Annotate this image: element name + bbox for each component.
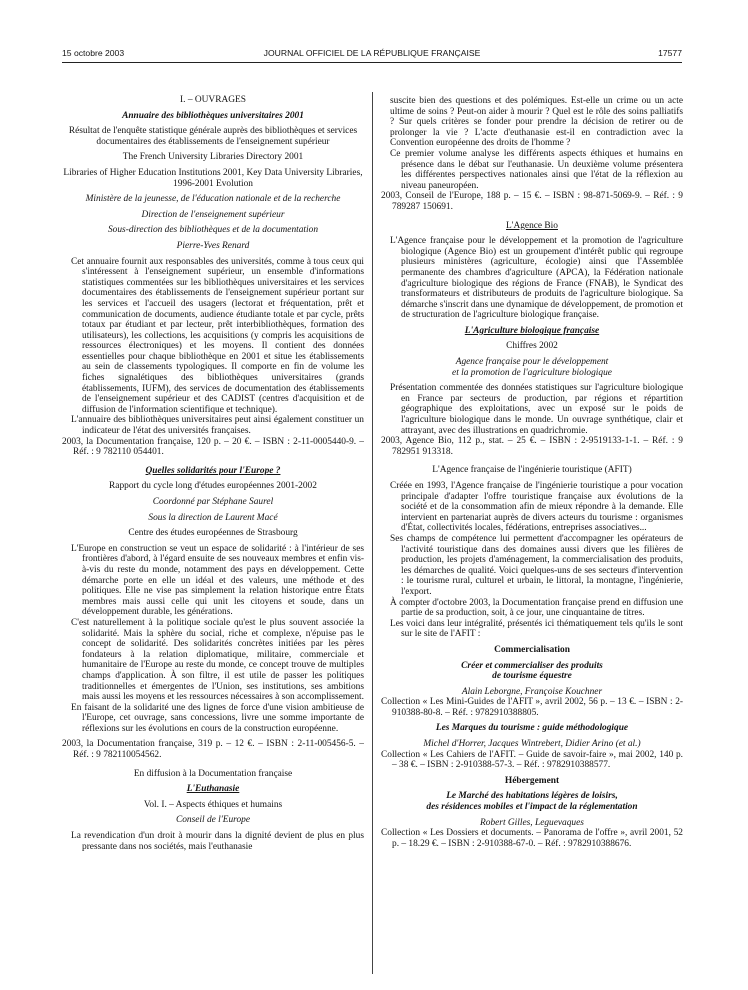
theme-heading: Hébergement xyxy=(504,775,560,786)
book-alt-title: Libraries of Higher Education Institutions 2001, Key Data University Libraries, 1996-2001 Evolution xyxy=(63,167,363,189)
book-author: Michel d'Horrer, Jacques Wintrebert, Didier Arino (et al.) xyxy=(423,739,641,750)
book-author: Alain Leborgne, Françoise Kouchner xyxy=(461,686,603,697)
publisher-description: L'Agence française pour le développement et la promotion de l'agriculture biologique (Agence Bio) est un groupement d'intérêt public qui regroupe plusieurs ministères (agriculture, écologie) ainsi que l'Assemblée permanente des chambres d'agriculture (APCA), la Fédération nationale d'agriculture biologique des régions de France (FNAB), le Syndicat des transformateurs et distributeurs de produits de l'agriculture biologique. Sa démarche s'inscrit dans une dynamique de développement, de promotion et de structuration de l'agriculture biologique française. xyxy=(390,236,683,321)
left-column xyxy=(62,95,364,852)
book-organization: Sous-direction des bibliothèques et de la documentation xyxy=(107,225,319,236)
book-title: Les Marques du tourisme : guide méthodologique xyxy=(435,723,629,734)
book-description: L'Europe en construction se veut un espace de solidarité : à l'intérieur de ses frontières d'abord, à l'égard ensuite de ses nouveaux membres et enfin vis-à-vis du reste du monde, notamment des pays en développement. Cette démarche porte en elle un idéal et des valeurs, une méthode et des politiques. Elle ne vise pas simplement la relation historique entre États membres mais aussi celle qui unit les citoyens et soude, dans un développement durable, les générations. xyxy=(71,543,364,618)
book-organization: Centre des études européennes de Strasbourg xyxy=(128,528,298,539)
book-description: C'est naturellement à la politique sociale qu'est le plus souvent associée la solidarité. Mais la sphère du social, riche et complexe, n'épuise pas le concept de solidarité. Des solidarités concrètes initiées par les pères fondateurs à la relation diplomatique, militaire, commerciale et humanitaire de l'Europe au reste du monde, ce concept trouve de multiples champs d'application. À son filtre, il est utile de passer les politiques traditionnelles et émergentes de l'Union, ses institutions, ses ambitions mais aussi les moyens et les ressources nécessaires à son accomplissement. xyxy=(71,617,364,703)
book-reference: Collection « Les Cahiers de l'AFIT. – Guide de savoir-faire », mai 2002, 140 p. – 38 €. – ISBN : 2-910388-57-3. – Réf. : 9782910388577. xyxy=(381,749,683,771)
book-description: Ce premier volume analyse les différents aspects éthiques et humains en présence dans le débat sur l'euthanasie. Un deuxième volume présentera les différentes perspectives nationales ainsi que l'état de la réflexion au niveau paneuropéen. xyxy=(390,148,683,191)
book-description: Présentation commentée des données statistiques sur l'agriculture biologique en France par secteurs de production, par régions et répartition géographique des exploitations, avec un exposé sur le poids de l'agriculture biologique dans le monde. Un ouvrage synthétique, clair et attrayant, avec des illustrations en quadrichromie. xyxy=(390,383,683,436)
book-organization: Direction de l'enseignement supérieur xyxy=(141,209,285,220)
book-reference: 2003, la Documentation française, 120 p. – 20 €. – ISBN : 2-11-0005440-9. – Réf. : 9 782110 054401. xyxy=(62,436,364,458)
book-reference: 2003, la Documentation française, 319 p. – 12 €. – ISBN : 2-11-005456-5. – Réf. : 9 782110054562. xyxy=(62,739,364,761)
book-description: suscite bien des questions et des polémiques. Est-elle un crime ou un acte ultime de soins ? Peut-on aider à mourir ? Quel est le rôle des soins palliatifs ? Sur quels critères se fonder pour prendre la décision de retirer ou de prolonger la vie ? L'acte d'euthanasie est-il en contradiction avec la Convention européenne des droits de l'homme ? xyxy=(390,96,683,149)
book-title: Le Marché des habitations légères de loisirs, xyxy=(446,791,618,802)
book-organization: Ministère de la jeunesse, de l'éducation nationale et de la recherche xyxy=(85,194,341,205)
publisher-description: Les voici dans leur intégralité, présentés ici thématiquement tels qu'ils le sont sur le site de l'AFIT : xyxy=(390,618,683,640)
book-organization: Conseil de l'Europe xyxy=(175,815,251,826)
book-reference: Collection « Les Dossiers et documents. – Panorama de l'offre », avril 2001, 52 p. – 18.29 €. – ISBN : 2-910388-67-0. – Réf. : 9782910388676. xyxy=(381,828,683,849)
book-subtitle: Chiffres 2002 xyxy=(506,341,558,352)
diffusion-heading: En diffusion à la Documentation française xyxy=(133,768,293,779)
book-director: Sous la direction de Laurent Macé xyxy=(148,512,278,523)
book-organization: et la promotion de l'agriculture biologique xyxy=(452,367,612,378)
publisher-description: Créée en 1993, l'Agence française de l'ingénierie touristique a pour vocation principale d'adapter l'offre touristique française aux évolutions de la société et de la consommation afin de mieux répondre à la demande. Elle intervient en partenariat auprès de divers acteurs du tourisme : organismes d'État, collectivités locales, fédérations, entreprises associatives... xyxy=(390,481,683,534)
book-reference: 2003, Conseil de l'Europe, 188 p. – 15 €. – ISBN : 98-871-5069-9. – Réf. : 9 789287 150691. xyxy=(381,191,683,212)
book-title: L'Euthanasie xyxy=(186,784,240,795)
column-divider xyxy=(372,92,373,974)
publisher-heading: L'Agence française de l'ingénierie touristique (AFIT) xyxy=(432,465,632,476)
publisher-heading: L'Agence Bio xyxy=(506,220,558,231)
book-reference: Collection « Les Mini-Guides de l'AFIT », avril 2002, 56 p. – 13 €. – ISBN : 2-910388-80-8. – Réf. : 9782910388805. xyxy=(381,697,683,718)
book-title: des résidences mobiles et l'impact de la réglementation xyxy=(426,802,638,813)
book-description: Cet annuaire fournit aux responsables des universités, comme à tous ceux qui s'intéressent à l'enseignement supérieur, un ensemble d'informations statistiques commentées sur les bibliothèques universitaires et les services documentaires des établissements de l'enseignement supérieur portant sur les services et l'accueil des usagers (lectorat et fréquentation, prêt et communication de documents, audience étudiante totale et par cycle, prêts totaux par étudiant et par lecteur, prêt interbibliothèques, formation des utilisateurs), les collections, les acquisitions (y compris les acquisitions de ressources électroniques) et les moyens. Il contient des données essentielles pour chaque bibliothèque en 2001 et situe les établissements au sein de classements typologiques. Il comporte en fin de volume les fiches signalétiques des bibliothèques universitaires (grands établissements, IUFM), des services de documentation des établissements de l'enseignement supérieur et des CADIST (centres d'acquisition et de diffusion de l'information scientifique et technique). xyxy=(71,256,364,415)
book-organization: Agence française pour le développement xyxy=(455,357,609,368)
section-heading: I. – OUVRAGES xyxy=(180,95,246,105)
publisher-description: Ses champs de compétence lui permettent d'accompagner les opérateurs de l'activité touristique dans des domaines aussi divers que les filières de production, les projets d'aménagement, la commercialisation des produits, les démarches de qualité. Voici quelques-uns de ses secteurs d'intervention : le tourisme rural, culturel et urbain, le littoral, la montagne, l'ingénierie, l'export. xyxy=(390,533,683,597)
book-description: L'annuaire des bibliothèques universitaires peut ainsi également constituer un indicateur de l'état des universités françaises. xyxy=(71,415,364,437)
book-reference: 2003, Agence Bio, 112 p., stat. – 25 €. – ISBN : 2-9519133-1-1. – Réf. : 9 782951 913318. xyxy=(381,436,683,457)
page-header xyxy=(62,48,682,62)
book-title: de tourisme équestre xyxy=(492,671,572,682)
book-description: La revendication d'un droit à mourir dans la dignité devient de plus en plus pressante dans nos sociétés, mais l'euthanasie xyxy=(71,831,364,852)
right-column xyxy=(381,96,683,849)
book-title: Quelles solidarités pour l'Europe ? xyxy=(145,465,281,476)
header-rule xyxy=(62,62,682,63)
book-description: En faisant de la solidarité une des lignes de force d'une vision ambitieuse de l'Europe, cet ouvrage, sans concessions, livre une somme importante de réflexions sur les évolutions en cours de la construction européenne. xyxy=(71,702,364,734)
book-title: Créer et commercialiser des produits xyxy=(461,660,603,671)
book-alt-title: The French University Libraries Directory 2001 xyxy=(122,152,304,163)
journal-title: JOURNAL OFFICIEL DE LA RÉPUBLIQUE FRANÇAISE xyxy=(263,48,481,58)
header-date: 15 octobre 2003 xyxy=(62,48,125,58)
publisher-description: À compter d'octobre 2003, la Documentation française prend en diffusion une partie de sa production, soit, à ce jour, une cinquantaine de titres. xyxy=(390,597,683,619)
book-volume: Vol. I. – Aspects éthiques et humains xyxy=(143,799,283,810)
book-author: Pierre-Yves Renard xyxy=(176,240,250,251)
book-title: L'Agriculture biologique française xyxy=(464,325,600,336)
page-number: 17577 xyxy=(658,48,682,58)
book-title: Annuaire des bibliothèques universitaires 2001 xyxy=(122,110,304,121)
book-subtitle: Rapport du cycle long d'études européennes 2001-2002 xyxy=(109,481,317,492)
book-coordinator: Coordonné par Stéphane Saurel xyxy=(152,497,274,507)
book-subtitle: Résultat de l'enquête statistique générale auprès des bibliothèques et services documentaires des établissements de l'enseignement supérieur xyxy=(68,126,358,147)
book-author: Robert Gilles, Leguevaques xyxy=(480,817,584,828)
theme-heading: Commercialisation xyxy=(494,644,570,655)
